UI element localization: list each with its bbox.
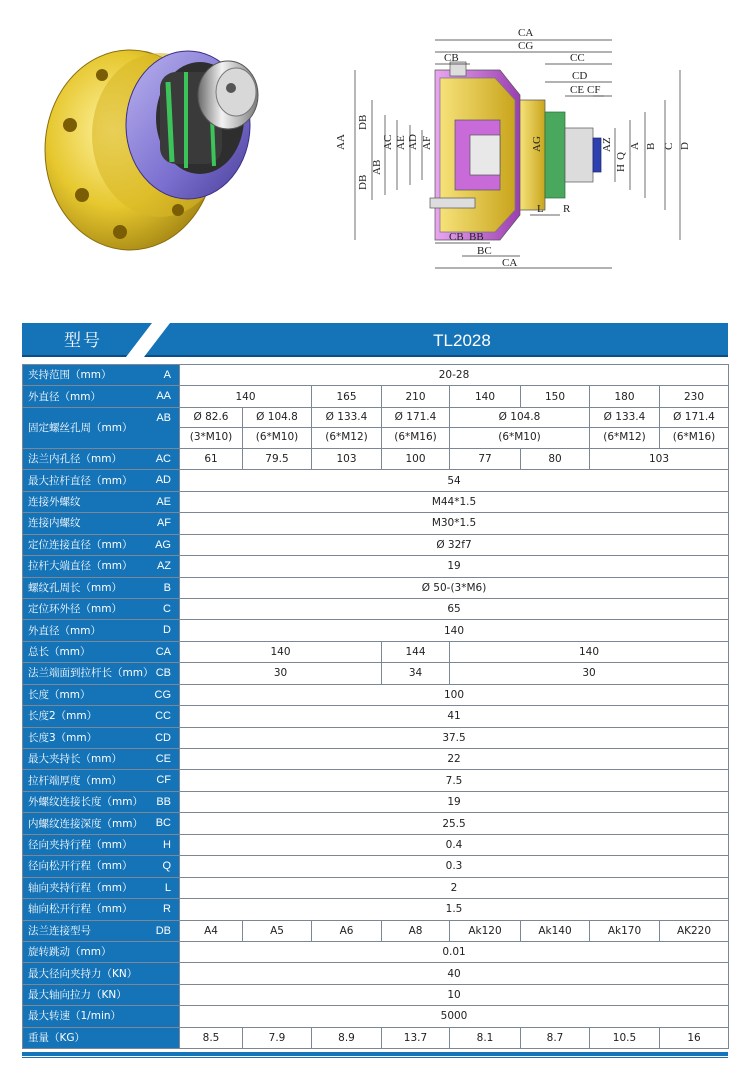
row-label: [23, 534, 180, 555]
table-row: [23, 791, 729, 812]
table-cell: 140: [180, 620, 729, 641]
svg-text:B: B: [645, 142, 657, 150]
table-cell: 1.5: [180, 899, 729, 920]
table-row: [23, 749, 729, 770]
table-cell: 30: [450, 663, 729, 684]
table-cell: 30: [180, 663, 382, 684]
row-label-text: 重量（KG）: [28, 1031, 86, 1044]
table-cell: 13.7: [382, 1027, 450, 1048]
svg-text:AZ: AZ: [601, 137, 613, 152]
svg-text:D: D: [679, 142, 691, 150]
cell-line-2: (3*M10): [180, 427, 242, 447]
table-row: [23, 386, 729, 407]
table-cell: Ak170: [590, 920, 660, 941]
table-row: [23, 556, 729, 577]
banner-model-name: TL2028: [433, 331, 491, 350]
table-cell: 8.1: [450, 1027, 521, 1048]
row-label-text: 长度3（mm）: [28, 731, 98, 744]
table-row: [23, 534, 729, 555]
row-code: AD: [155, 474, 171, 487]
table-cell: 8.5: [180, 1027, 243, 1048]
table-cell: 140: [450, 641, 729, 662]
row-label-text: 长度2（mm）: [28, 710, 98, 723]
row-code: H: [163, 838, 171, 851]
table-cell: 165: [312, 386, 382, 407]
table-cell: 16: [660, 1027, 729, 1048]
row-label-text: 固定螺丝孔周（mm）: [28, 421, 133, 434]
table-cell: A5: [243, 920, 312, 941]
table-cell: 150: [521, 386, 590, 407]
svg-text:C: C: [663, 142, 675, 150]
table-row: [23, 941, 729, 962]
row-label: [23, 556, 180, 577]
table-cell: 25.5: [180, 813, 729, 834]
row-label-text: 拉杆大端直径（mm）: [28, 560, 133, 573]
row-code: CB: [155, 667, 171, 680]
row-code: CD: [155, 731, 171, 744]
table-cell: 103: [590, 448, 729, 469]
row-label: [23, 920, 180, 941]
cell-line-2: (6*M16): [660, 427, 728, 447]
row-label-text: 旋转跳动（mm）: [28, 946, 112, 959]
row-label: [23, 470, 180, 491]
table-cell: 144: [382, 641, 450, 662]
table-cell: 0.3: [180, 856, 729, 877]
table-cell: [660, 407, 729, 448]
svg-text:CA: CA: [518, 27, 534, 39]
table-cell: 210: [382, 386, 450, 407]
row-label: [23, 491, 180, 512]
table-cell: Ø 32f7: [180, 534, 729, 555]
row-code: B: [163, 581, 171, 594]
row-label: [23, 448, 180, 469]
svg-text:CG: CG: [518, 40, 534, 52]
svg-text:AA: AA: [335, 134, 347, 150]
row-code: AZ: [156, 560, 171, 573]
row-label-text: 法兰内孔径（mm）: [28, 453, 122, 466]
row-code: AE: [156, 495, 171, 508]
row-label-text: 定位连接直径（mm）: [28, 538, 133, 551]
table-cell: Ak140: [521, 920, 590, 941]
table-row: [23, 813, 729, 834]
row-label-text: 长度（mm）: [28, 688, 91, 701]
row-label-text: 连接外螺纹: [28, 495, 81, 508]
table-cell: 140: [450, 386, 521, 407]
table-row: [23, 513, 729, 534]
cell-line-1: Ø 82.6: [193, 411, 229, 424]
row-label-text: 夹持范围（mm）: [28, 369, 112, 382]
table-row: [23, 448, 729, 469]
row-label-text: 最大径向夹持力（KN）: [28, 967, 138, 980]
table-row: [23, 770, 729, 791]
row-label: [23, 1027, 180, 1048]
table-cell: 8.9: [312, 1027, 382, 1048]
table-row: [23, 1027, 729, 1048]
table-cell: 7.9: [243, 1027, 312, 1048]
cell-line-1: Ø 104.8: [498, 411, 541, 424]
table-cell: [312, 407, 382, 448]
row-code: CC: [155, 710, 171, 723]
row-code: CE: [155, 753, 171, 765]
table-cell: 61: [180, 448, 243, 469]
table-cell: 54: [180, 470, 729, 491]
table-cell: 100: [382, 448, 450, 469]
row-label: [23, 963, 180, 984]
row-label-text: 最大轴向拉力（KN）: [28, 989, 127, 1002]
row-label: [23, 791, 180, 812]
row-label: [23, 641, 180, 662]
row-label-text: 最大转速（1/min）: [28, 1010, 122, 1023]
svg-text:Q: Q: [615, 152, 627, 160]
row-code: R: [163, 903, 171, 916]
table-row: [23, 407, 729, 448]
row-label: [23, 834, 180, 855]
row-label: [23, 877, 180, 898]
row-label-text: 最大拉杆直径（mm）: [28, 474, 133, 487]
svg-text:AG: AG: [531, 136, 543, 152]
row-code: D: [163, 624, 171, 637]
cell-line-2: (6*M12): [312, 427, 381, 447]
row-label-text: 轴向松开行程（mm）: [28, 903, 133, 916]
svg-text:CD: CD: [572, 70, 588, 82]
row-label: [23, 577, 180, 598]
chuck-3d-render: [45, 50, 258, 250]
table-cell: 100: [180, 684, 729, 705]
footer-bar: [22, 1052, 728, 1056]
table-cell: 20-28: [180, 365, 729, 386]
table-row: [23, 963, 729, 984]
svg-text:BB: BB: [469, 231, 484, 243]
svg-text:AF: AF: [421, 135, 433, 150]
row-label-text: 外螺纹连接长度（mm）: [28, 796, 143, 809]
row-label-text: 轴向夹持行程（mm）: [28, 881, 133, 894]
table-row: [23, 1006, 729, 1027]
svg-text:AE: AE: [395, 135, 407, 150]
table-row: [23, 706, 729, 727]
table-row: [23, 984, 729, 1005]
table-row: [23, 470, 729, 491]
table-cell: A6: [312, 920, 382, 941]
table-row: [23, 620, 729, 641]
row-label: [23, 856, 180, 877]
table-cell: [450, 407, 590, 448]
table-cell: 19: [180, 791, 729, 812]
row-label: [23, 620, 180, 641]
row-code: C: [163, 602, 171, 615]
table-cell: 22: [180, 749, 729, 770]
table-row: [23, 365, 729, 386]
svg-text:CE: CE: [570, 84, 585, 96]
table-row: [23, 877, 729, 898]
table-row: [23, 899, 729, 920]
table-cell: 10: [180, 984, 729, 1005]
row-code: AF: [156, 517, 171, 530]
row-label: [23, 598, 180, 619]
cell-line-1: Ø 171.4: [673, 411, 715, 424]
table-cell: M44*1.5: [180, 491, 729, 512]
table-cell: 7.5: [180, 770, 729, 791]
table-row: [23, 663, 729, 684]
row-code: CA: [155, 645, 171, 658]
row-label: [23, 684, 180, 705]
table-cell: 140: [180, 386, 312, 407]
table-cell: AK220: [660, 920, 729, 941]
row-label: [23, 770, 180, 791]
svg-text:R: R: [563, 203, 571, 215]
row-label-text: 最大夹持长（mm）: [28, 753, 122, 766]
table-cell: [382, 407, 450, 448]
table-cell: A8: [382, 920, 450, 941]
row-label: [23, 941, 180, 962]
row-label: [23, 984, 180, 1005]
row-label-text: 螺纹孔周长（mm）: [28, 581, 122, 594]
row-code: CF: [156, 774, 171, 787]
row-label-text: 定位环外径（mm）: [28, 603, 122, 616]
row-label: [23, 365, 180, 386]
row-code: AG: [155, 538, 171, 551]
table-cell: M30*1.5: [180, 513, 729, 534]
spec-table: [22, 364, 729, 1049]
svg-text:BC: BC: [477, 245, 492, 257]
svg-text:CB: CB: [449, 231, 464, 243]
row-label: [23, 749, 180, 770]
svg-text:L: L: [537, 203, 544, 215]
table-cell: 230: [660, 386, 729, 407]
table-cell: 19: [180, 556, 729, 577]
table-cell: 80: [521, 448, 590, 469]
table-row: [23, 598, 729, 619]
row-label-text: 内螺纹连接深度（mm）: [28, 817, 143, 830]
cell-line-1: Ø 171.4: [394, 411, 437, 424]
row-label: [23, 663, 180, 684]
table-cell: Ø 50-(3*M6): [180, 577, 729, 598]
row-label-text: 径向松开行程（mm）: [28, 860, 133, 873]
table-cell: 0.4: [180, 834, 729, 855]
cell-line-2: (6*M10): [243, 427, 311, 447]
svg-text:A: A: [629, 142, 641, 150]
table-cell: [180, 407, 243, 448]
table-cell: 103: [312, 448, 382, 469]
row-code: DB: [155, 924, 171, 937]
row-label-text: 外直径（mm）: [28, 390, 101, 403]
svg-text:H: H: [615, 164, 627, 172]
row-code: A: [163, 369, 171, 381]
row-label: [23, 706, 180, 727]
row-label: [23, 1006, 180, 1027]
table-row: [23, 641, 729, 662]
row-label-text: 拉杆端厚度（mm）: [28, 774, 122, 787]
svg-text:DB: DB: [357, 114, 369, 130]
row-label-text: 法兰连接型号: [28, 924, 91, 937]
product-illustration: [0, 0, 750, 320]
table-cell: 34: [382, 663, 450, 684]
table-cell: A4: [180, 920, 243, 941]
row-code: Q: [162, 860, 171, 873]
svg-text:DB: DB: [357, 174, 369, 190]
table-cell: 41: [180, 706, 729, 727]
row-label: [23, 513, 180, 534]
cell-line-1: Ø 133.4: [325, 411, 368, 424]
table-cell: 77: [450, 448, 521, 469]
table-row: [23, 920, 729, 941]
table-row: [23, 491, 729, 512]
table-cell: 0.01: [180, 941, 729, 962]
table-row: [23, 727, 729, 748]
row-code: CG: [154, 688, 171, 701]
cell-line-1: Ø 104.8: [256, 411, 298, 424]
banner-left-title: 型号: [64, 331, 102, 351]
table-cell: 8.7: [521, 1027, 590, 1048]
table-cell: 180: [590, 386, 660, 407]
table-cell: 79.5: [243, 448, 312, 469]
footer-line: [22, 1057, 728, 1058]
svg-text:CB: CB: [444, 52, 459, 64]
row-label: [23, 899, 180, 920]
table-row: [23, 684, 729, 705]
table-cell: 10.5: [590, 1027, 660, 1048]
svg-text:CA: CA: [502, 257, 518, 269]
row-code: L: [164, 881, 171, 894]
table-cell: 40: [180, 963, 729, 984]
row-label-text: 外直径（mm）: [28, 624, 101, 637]
model-banner: [22, 323, 728, 357]
row-code: AB: [156, 411, 171, 424]
table-cell: [590, 407, 660, 448]
svg-text:AC: AC: [382, 134, 394, 150]
row-code: AC: [155, 452, 171, 465]
cell-line-2: (6*M16): [382, 427, 449, 447]
table-cell: 140: [180, 641, 382, 662]
row-code: AA: [156, 390, 171, 403]
svg-text:AB: AB: [371, 159, 383, 175]
cell-line-1: Ø 133.4: [603, 411, 646, 424]
table-cell: Ak120: [450, 920, 521, 941]
table-cell: 65: [180, 598, 729, 619]
svg-text:AD: AD: [407, 134, 419, 150]
row-label: [23, 407, 180, 448]
row-label-text: 总长（mm）: [28, 646, 91, 659]
table-cell: 37.5: [180, 727, 729, 748]
row-code: BC: [155, 817, 171, 830]
row-label-text: 连接内螺纹: [28, 517, 81, 530]
row-label-text: 法兰端面到拉杆长（mm）: [28, 667, 154, 680]
row-label-text: 径向夹持行程（mm）: [28, 838, 133, 851]
svg-text:CC: CC: [570, 52, 585, 64]
cell-line-2: (6*M12): [590, 427, 659, 447]
row-label: [23, 386, 180, 407]
table-row: [23, 856, 729, 877]
table-row: [23, 577, 729, 598]
table-row: [23, 834, 729, 855]
row-code: BB: [156, 795, 171, 808]
svg-text:CF: CF: [587, 84, 601, 96]
technical-drawing: [335, 27, 691, 269]
row-label: [23, 813, 180, 834]
row-label: [23, 727, 180, 748]
table-cell: 5000: [180, 1006, 729, 1027]
cell-line-2: (6*M10): [450, 427, 589, 447]
table-cell: [243, 407, 312, 448]
table-cell: 2: [180, 877, 729, 898]
